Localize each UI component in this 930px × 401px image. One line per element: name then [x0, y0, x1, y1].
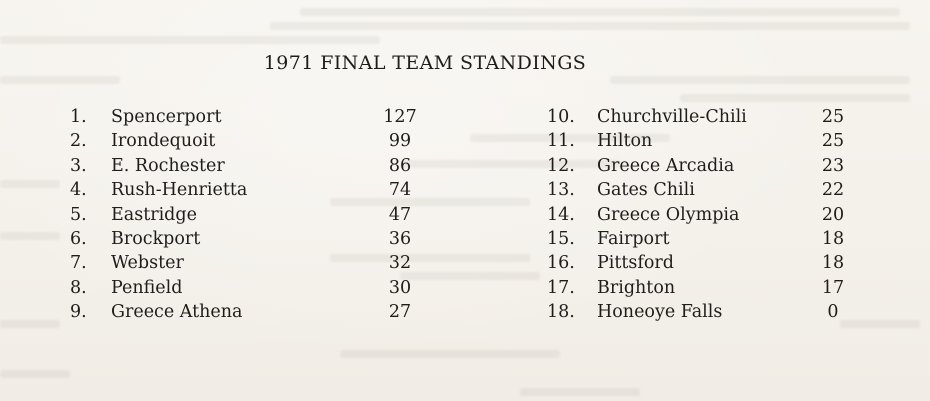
standings-row — [70, 129, 470, 153]
rank: 15. — [547, 228, 575, 249]
rank: 17. — [547, 277, 575, 298]
team-points: 27 — [388, 302, 412, 323]
team-name: Webster — [111, 253, 184, 274]
rank: 11. — [547, 131, 575, 152]
team-name: Rush-Henrietta — [111, 180, 248, 201]
team-name: Irondequoit — [111, 131, 216, 152]
standings-title: 1971 FINAL TEAM STANDINGS — [263, 52, 587, 74]
rank: 16. — [547, 253, 575, 274]
rank: 7. — [70, 253, 87, 274]
rank: 14. — [547, 204, 575, 225]
standings-row — [547, 105, 877, 129]
standings-row — [70, 300, 470, 324]
rank: 12. — [547, 155, 575, 176]
standings-row — [547, 251, 877, 275]
team-points: 0 — [827, 302, 839, 323]
team-points: 127 — [383, 107, 417, 127]
team-name: Hilton — [597, 131, 653, 152]
team-name: Penfield — [111, 277, 183, 298]
team-name: Greece Athena — [111, 302, 243, 323]
team-name: Brighton — [597, 277, 676, 298]
team-points: 32 — [388, 253, 412, 274]
team-name: Greece Arcadia — [597, 155, 735, 176]
team-points: 20 — [821, 204, 845, 225]
standings-row — [547, 300, 877, 324]
team-points: 18 — [821, 253, 845, 274]
rank: 5. — [70, 204, 87, 225]
team-name: Greece Olympia — [597, 204, 740, 225]
team-points: 23 — [821, 155, 845, 176]
rank: 13. — [547, 180, 575, 201]
standings-row — [547, 203, 877, 227]
standings-row — [70, 154, 470, 178]
team-points: 25 — [821, 107, 845, 127]
team-points: 47 — [388, 204, 412, 225]
team-points: 99 — [388, 131, 412, 152]
standings-row — [547, 276, 877, 300]
standings-row — [70, 251, 470, 275]
rank: 9. — [70, 302, 87, 323]
team-points: 25 — [821, 131, 845, 152]
rank: 3. — [70, 155, 87, 176]
standings-row — [547, 178, 877, 202]
team-name: Gates Chili — [597, 180, 695, 201]
team-points: 30 — [388, 277, 412, 298]
team-name: E. Rochester — [111, 155, 225, 176]
team-name: Eastridge — [111, 204, 197, 225]
team-name: Honeoye Falls — [597, 302, 723, 323]
rank: 18. — [547, 302, 575, 323]
standings-row — [547, 227, 877, 251]
standings-right-column — [547, 105, 877, 325]
standings-row — [70, 203, 470, 227]
rank: 10. — [547, 107, 575, 127]
team-points: 18 — [821, 228, 845, 249]
standings-row — [70, 227, 470, 251]
standings-row — [70, 276, 470, 300]
standings-row — [547, 154, 877, 178]
team-name: Fairport — [597, 228, 670, 249]
team-points: 86 — [388, 155, 412, 176]
standings-row — [70, 178, 470, 202]
team-name: Brockport — [111, 228, 201, 249]
team-name: Spencerport — [111, 107, 222, 127]
rank: 6. — [70, 228, 87, 249]
team-points: 74 — [388, 180, 412, 201]
rank: 4. — [70, 180, 87, 201]
standings-row — [547, 129, 877, 153]
standings-row — [70, 105, 470, 129]
team-points: 36 — [388, 228, 412, 249]
team-points: 17 — [821, 277, 845, 298]
team-name: Pittsford — [597, 253, 674, 274]
standings-left-column — [70, 105, 470, 325]
team-name: Churchville-Chili — [597, 107, 747, 127]
rank: 1. — [70, 107, 87, 127]
rank: 2. — [70, 131, 87, 152]
rank: 8. — [70, 277, 87, 298]
team-points: 22 — [821, 180, 845, 201]
